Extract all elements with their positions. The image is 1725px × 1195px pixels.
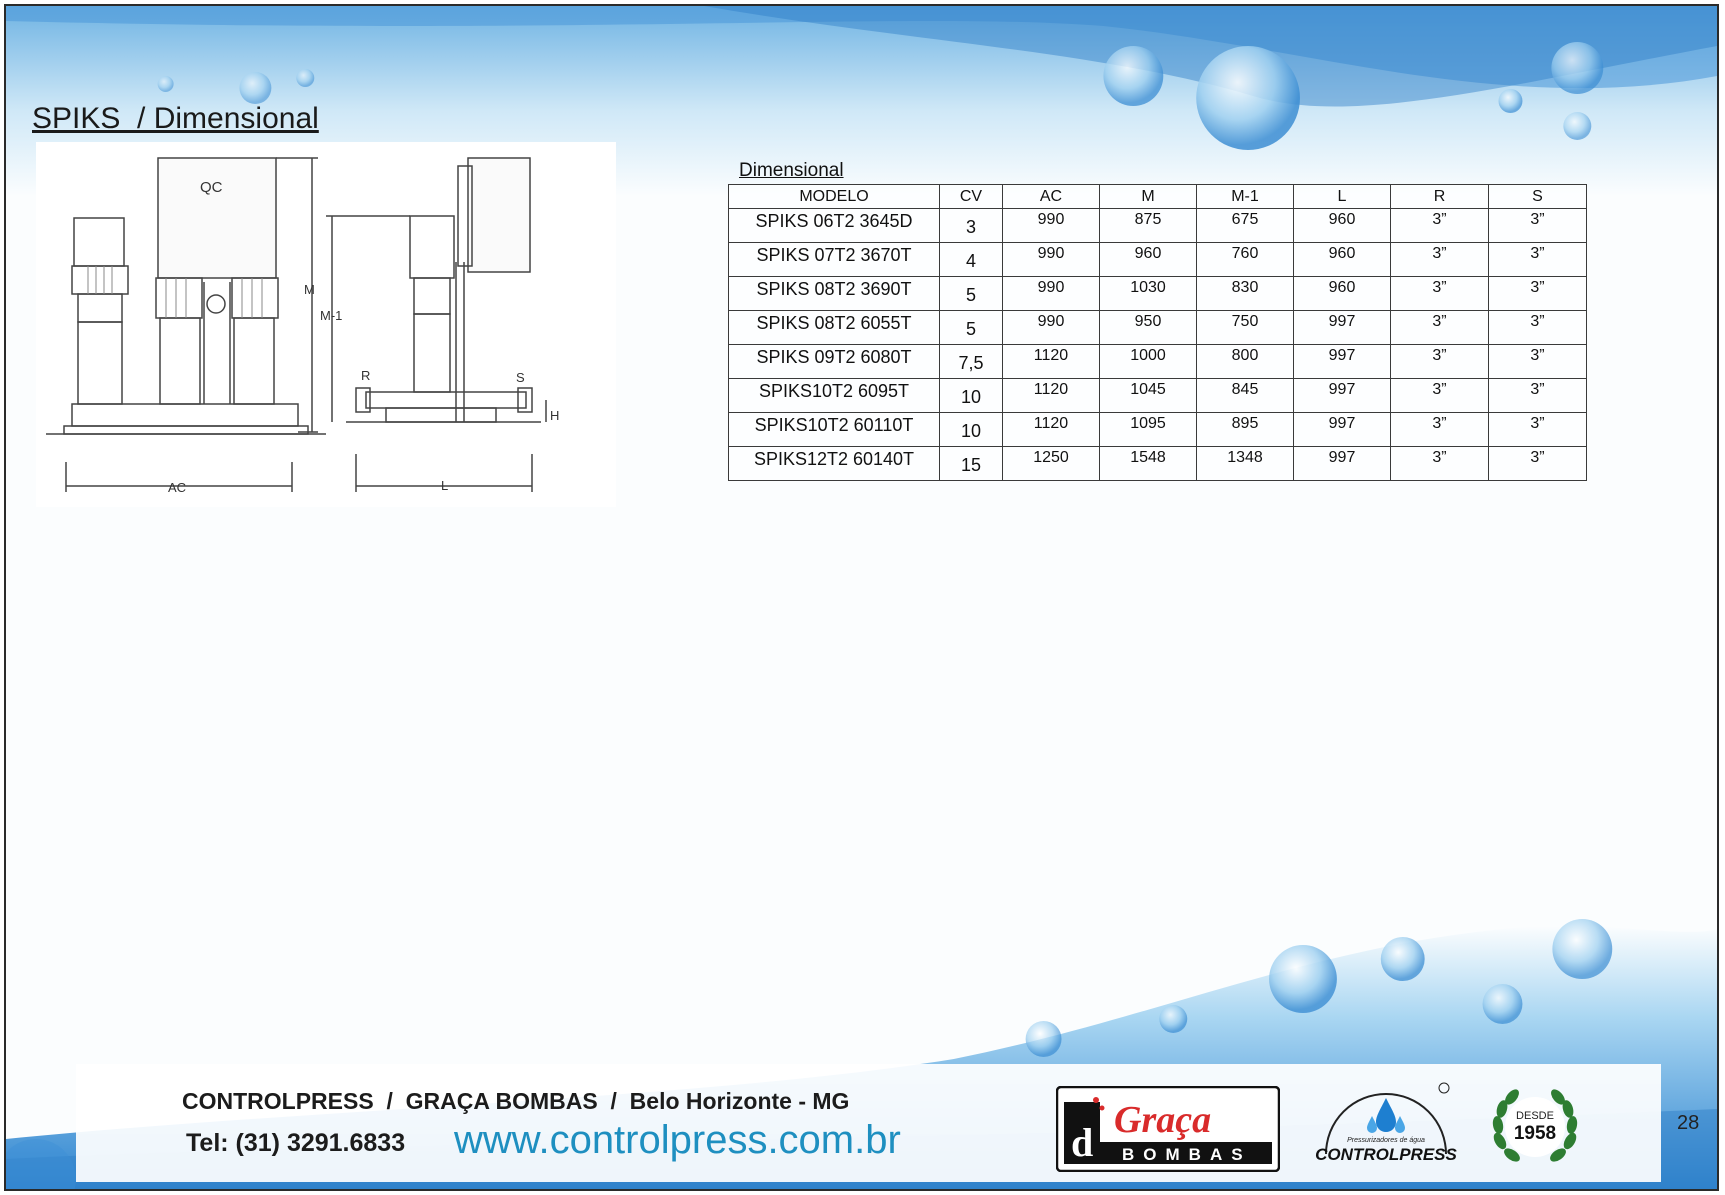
table-cell: 997	[1294, 379, 1391, 413]
header-cv: CV	[940, 185, 1003, 209]
table-cell: 3”	[1489, 209, 1587, 243]
table-row	[729, 209, 1587, 243]
cell-modelo: SPIKS10T2 60110T	[729, 413, 940, 447]
graca-logo-sub: BOMBAS	[1122, 1145, 1252, 1164]
table-cell: 990	[1003, 209, 1100, 243]
table-cell: 997	[1294, 413, 1391, 447]
table-cell: 4	[940, 243, 1003, 277]
table-cell: 3”	[1391, 277, 1489, 311]
table-cell: 845	[1197, 379, 1294, 413]
header-m: M	[1100, 185, 1197, 209]
table-cell: 1095	[1100, 413, 1197, 447]
table-cell: 960	[1294, 277, 1391, 311]
table-caption: Dimensional	[739, 160, 844, 181]
header-l: L	[1294, 185, 1391, 209]
header-s: S	[1489, 185, 1587, 209]
table-cell: 990	[1003, 311, 1100, 345]
graca-logo-name: Graça	[1114, 1099, 1212, 1141]
table-row	[729, 243, 1587, 277]
table-cell: 960	[1100, 243, 1197, 277]
table-row	[729, 413, 1587, 447]
svg-text:d: d	[1071, 1120, 1094, 1165]
cell-modelo: SPIKS 09T2 6080T	[729, 345, 940, 379]
table-body	[729, 209, 1587, 481]
table-cell: 3”	[1391, 311, 1489, 345]
label-l: L	[441, 478, 449, 493]
table-cell: 1030	[1100, 277, 1197, 311]
header-modelo: MODELO	[729, 185, 940, 209]
table-cell: 1120	[1003, 413, 1100, 447]
table-cell: 5	[940, 277, 1003, 311]
table-cell: 15	[940, 447, 1003, 481]
pump-set-drawing	[36, 142, 616, 507]
table-cell: 5	[940, 311, 1003, 345]
table-cell: 7,5	[940, 345, 1003, 379]
table-cell: 895	[1197, 413, 1294, 447]
label-m1: M-1	[320, 308, 343, 323]
header-m1: M-1	[1197, 185, 1294, 209]
table-cell: 1120	[1003, 379, 1100, 413]
cell-modelo: SPIKS 07T2 3670T	[729, 243, 940, 277]
table-cell: 3”	[1391, 447, 1489, 481]
table-cell: 3”	[1489, 345, 1587, 379]
table-cell: 3”	[1391, 379, 1489, 413]
graca-bombas-logo	[1056, 1086, 1280, 1172]
table-cell: 950	[1100, 311, 1197, 345]
water-drop-small-icon	[1367, 1116, 1377, 1133]
controlpress-tagline: Pressurizadores de água	[1347, 1137, 1425, 1144]
table-cell: 990	[1003, 243, 1100, 277]
table-cell: 3”	[1391, 345, 1489, 379]
table-cell: 3”	[1489, 311, 1587, 345]
dimensional-table	[728, 184, 1587, 481]
table-cell: 1000	[1100, 345, 1197, 379]
table-cell: 3”	[1489, 379, 1587, 413]
page-frame	[4, 4, 1719, 1191]
page-number: 28	[1677, 1112, 1700, 1134]
table-cell: 997	[1294, 311, 1391, 345]
table-cell: 800	[1197, 345, 1294, 379]
table-cell: 1045	[1100, 379, 1197, 413]
cell-modelo: SPIKS 08T2 6055T	[729, 311, 940, 345]
table-row	[729, 447, 1587, 481]
table-cell: 10	[940, 413, 1003, 447]
cell-modelo: SPIKS 08T2 3690T	[729, 277, 940, 311]
table-cell: 3”	[1391, 413, 1489, 447]
label-s: S	[516, 370, 525, 385]
table-cell: 3”	[1391, 243, 1489, 277]
table-cell: 1348	[1197, 447, 1294, 481]
website-link[interactable]: www.controlpress.com.br	[454, 1118, 901, 1162]
desde-label: DESDE	[1516, 1110, 1554, 1122]
table-cell: 1120	[1003, 345, 1100, 379]
label-m: M	[304, 282, 315, 297]
cell-modelo: SPIKS10T2 6095T	[729, 379, 940, 413]
header-r: R	[1391, 185, 1489, 209]
table-cell: 3”	[1489, 447, 1587, 481]
table-cell: 990	[1003, 277, 1100, 311]
table-cell: 3	[940, 209, 1003, 243]
table-cell: 997	[1294, 447, 1391, 481]
table-cell: 1548	[1100, 447, 1197, 481]
cell-modelo: SPIKS12T2 60140T	[729, 447, 940, 481]
label-r: R	[361, 368, 371, 383]
label-ac: AC	[168, 480, 187, 495]
table-cell: 960	[1294, 209, 1391, 243]
desde-1958-seal	[1490, 1081, 1580, 1173]
table-header-row	[729, 185, 1587, 209]
controlpress-logo-name: CONTROLPRESS	[1315, 1145, 1457, 1164]
water-drop-icon	[1376, 1098, 1396, 1132]
table-cell: 3”	[1489, 413, 1587, 447]
label-h: H	[550, 408, 560, 423]
desde-year: 1958	[1513, 1123, 1557, 1144]
table-cell: 10	[940, 379, 1003, 413]
table-row	[729, 311, 1587, 345]
table-row	[729, 277, 1587, 311]
table-cell: 830	[1197, 277, 1294, 311]
table-cell: 750	[1197, 311, 1294, 345]
cell-modelo: SPIKS 06T2 3645D	[729, 209, 940, 243]
table-row	[729, 379, 1587, 413]
controlpress-logo	[1306, 1076, 1466, 1176]
table-cell: 997	[1294, 345, 1391, 379]
water-drop-small-icon	[1395, 1116, 1405, 1133]
table-cell: 960	[1294, 243, 1391, 277]
label-qc: QC	[200, 179, 223, 196]
page-title: SPIKS / Dimensional	[32, 102, 319, 135]
header-ac: AC	[1003, 185, 1100, 209]
table-cell: 675	[1197, 209, 1294, 243]
table-cell: 760	[1197, 243, 1294, 277]
table-cell: 875	[1100, 209, 1197, 243]
company-line: CONTROLPRESS / GRAÇA BOMBAS / Belo Horizonte - MG	[182, 1088, 850, 1114]
table-cell: 3”	[1391, 209, 1489, 243]
table-cell: 3”	[1489, 243, 1587, 277]
table-row	[729, 345, 1587, 379]
dimensional-drawing	[36, 142, 616, 507]
phone-number: Tel: (31) 3291.6833	[186, 1129, 406, 1157]
table-cell: 1250	[1003, 447, 1100, 481]
table-cell: 3”	[1489, 277, 1587, 311]
